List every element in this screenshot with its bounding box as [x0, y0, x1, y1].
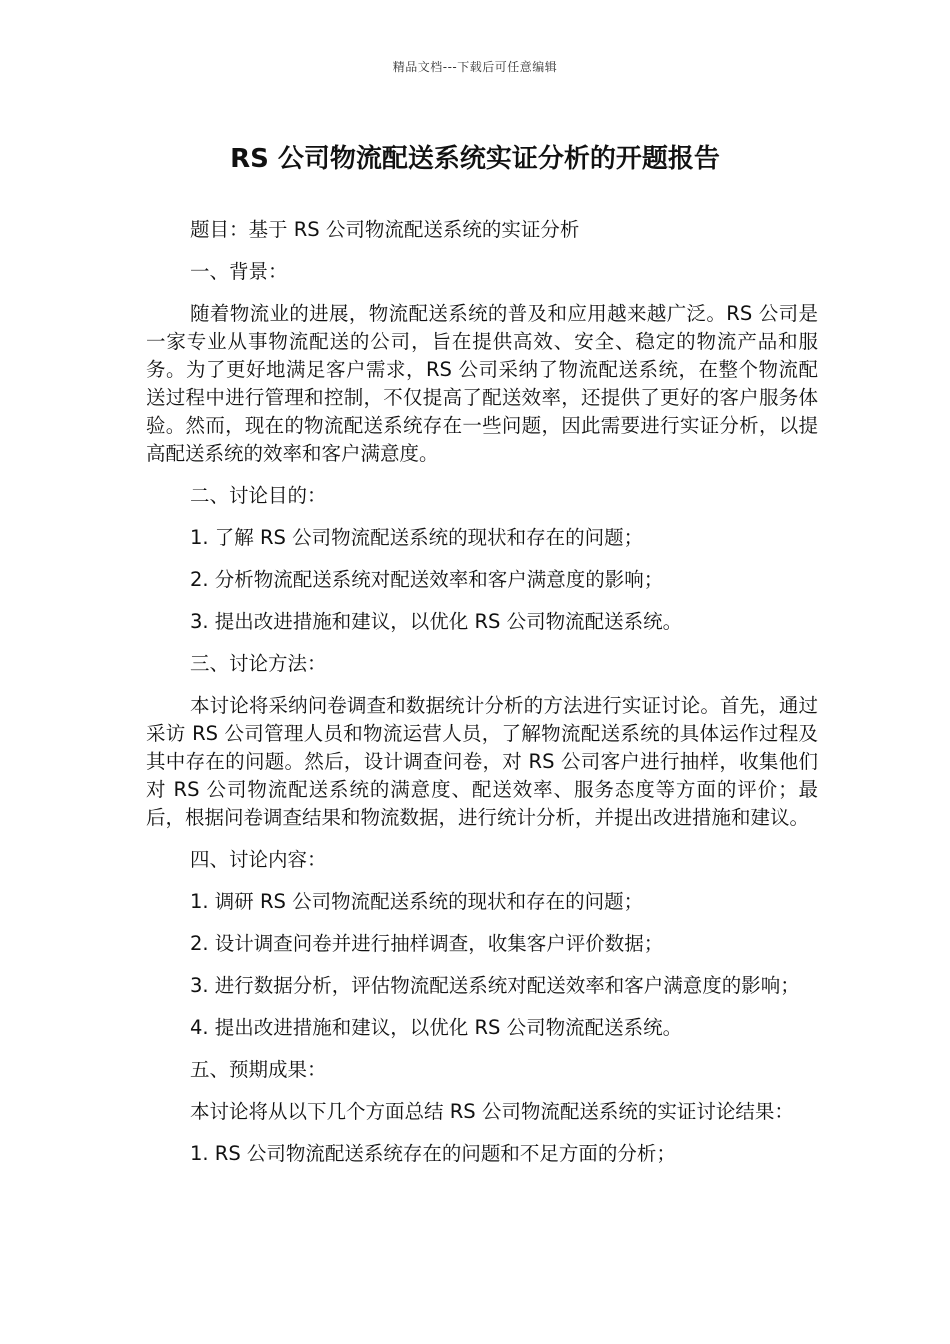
- document-title: RS 公司物流配送系统实证分析的开题报告: [230, 144, 720, 174]
- content-item-3: 3. 进行数据分析，评估物流配送系统对配送效率和客户满意度的影响；: [190, 974, 800, 997]
- topic-line: 题目：基于 RS 公司物流配送系统的实证分析: [190, 218, 580, 241]
- content-item-4: 4. 提出改进措施和建议，以优化 RS 公司物流配送系统。: [190, 1016, 683, 1039]
- content-item-2: 2. 设计调查问卷并进行抽样调查，收集客户评价数据；: [190, 932, 664, 955]
- section-heading-content: 四、讨论内容：: [190, 848, 327, 871]
- document-body: [146, 216, 818, 1182]
- section-heading-purpose: 二、讨论目的：: [190, 484, 327, 507]
- content-item-1: 1. 调研 RS 公司物流配送系统的现状和存在的问题；: [190, 890, 644, 913]
- purpose-item-1: 1. 了解 RS 公司物流配送系统的现状和存在的问题；: [190, 526, 644, 549]
- outcome-item-1: 1. RS 公司物流配送系统存在的问题和不足方面的分析；: [190, 1142, 676, 1165]
- method-paragraph: 本讨论将采纳问卷调查和数据统计分析的方法进行实证讨论。首先，通过采访 RS 公司管理人员和物流运营人员，了解物流配送系统的具体运作过程及其中存在的问题。然后，设计调查问卷，对 RS 公司客户进行抽样，收集他们对 RS 公司物流配送系统的满意度、配送效率、服务态度等方面的评价；最后，根据问卷调查结果和物流数据，进行统计分析，并提出改进措施和建议。: [146, 694, 818, 829]
- purpose-item-2: 2. 分析物流配送系统对配送效率和客户满意度的影响；: [190, 568, 664, 591]
- background-paragraph: 随着物流业的进展，物流配送系统的普及和应用越来越广泛。RS 公司是一家专业从事物流配送的公司，旨在提供高效、安全、稳定的物流产品和服务。为了更好地满足客户需求，RS 公司采纳了物流配送系统，在整个物流配送过程中进行管理和控制，不仅提高了配送效率，还提供了更好的客户服务体验。然而，现在的物流配送系统存在一些问题，因此需要进行实证分析，以提高配送系统的效率和客户满意度。: [146, 302, 818, 465]
- section-heading-outcomes: 五、预期成果：: [190, 1058, 327, 1081]
- purpose-item-3: 3. 提出改进措施和建议，以优化 RS 公司物流配送系统。: [190, 610, 683, 633]
- page-header-note: 精品文档---下载后可任意编辑: [392, 60, 558, 74]
- outcomes-intro: 本讨论将从以下几个方面总结 RS 公司物流配送系统的实证讨论结果：: [190, 1100, 794, 1123]
- section-heading-method: 三、讨论方法：: [190, 652, 327, 675]
- section-heading-background: 一、背景：: [190, 260, 288, 283]
